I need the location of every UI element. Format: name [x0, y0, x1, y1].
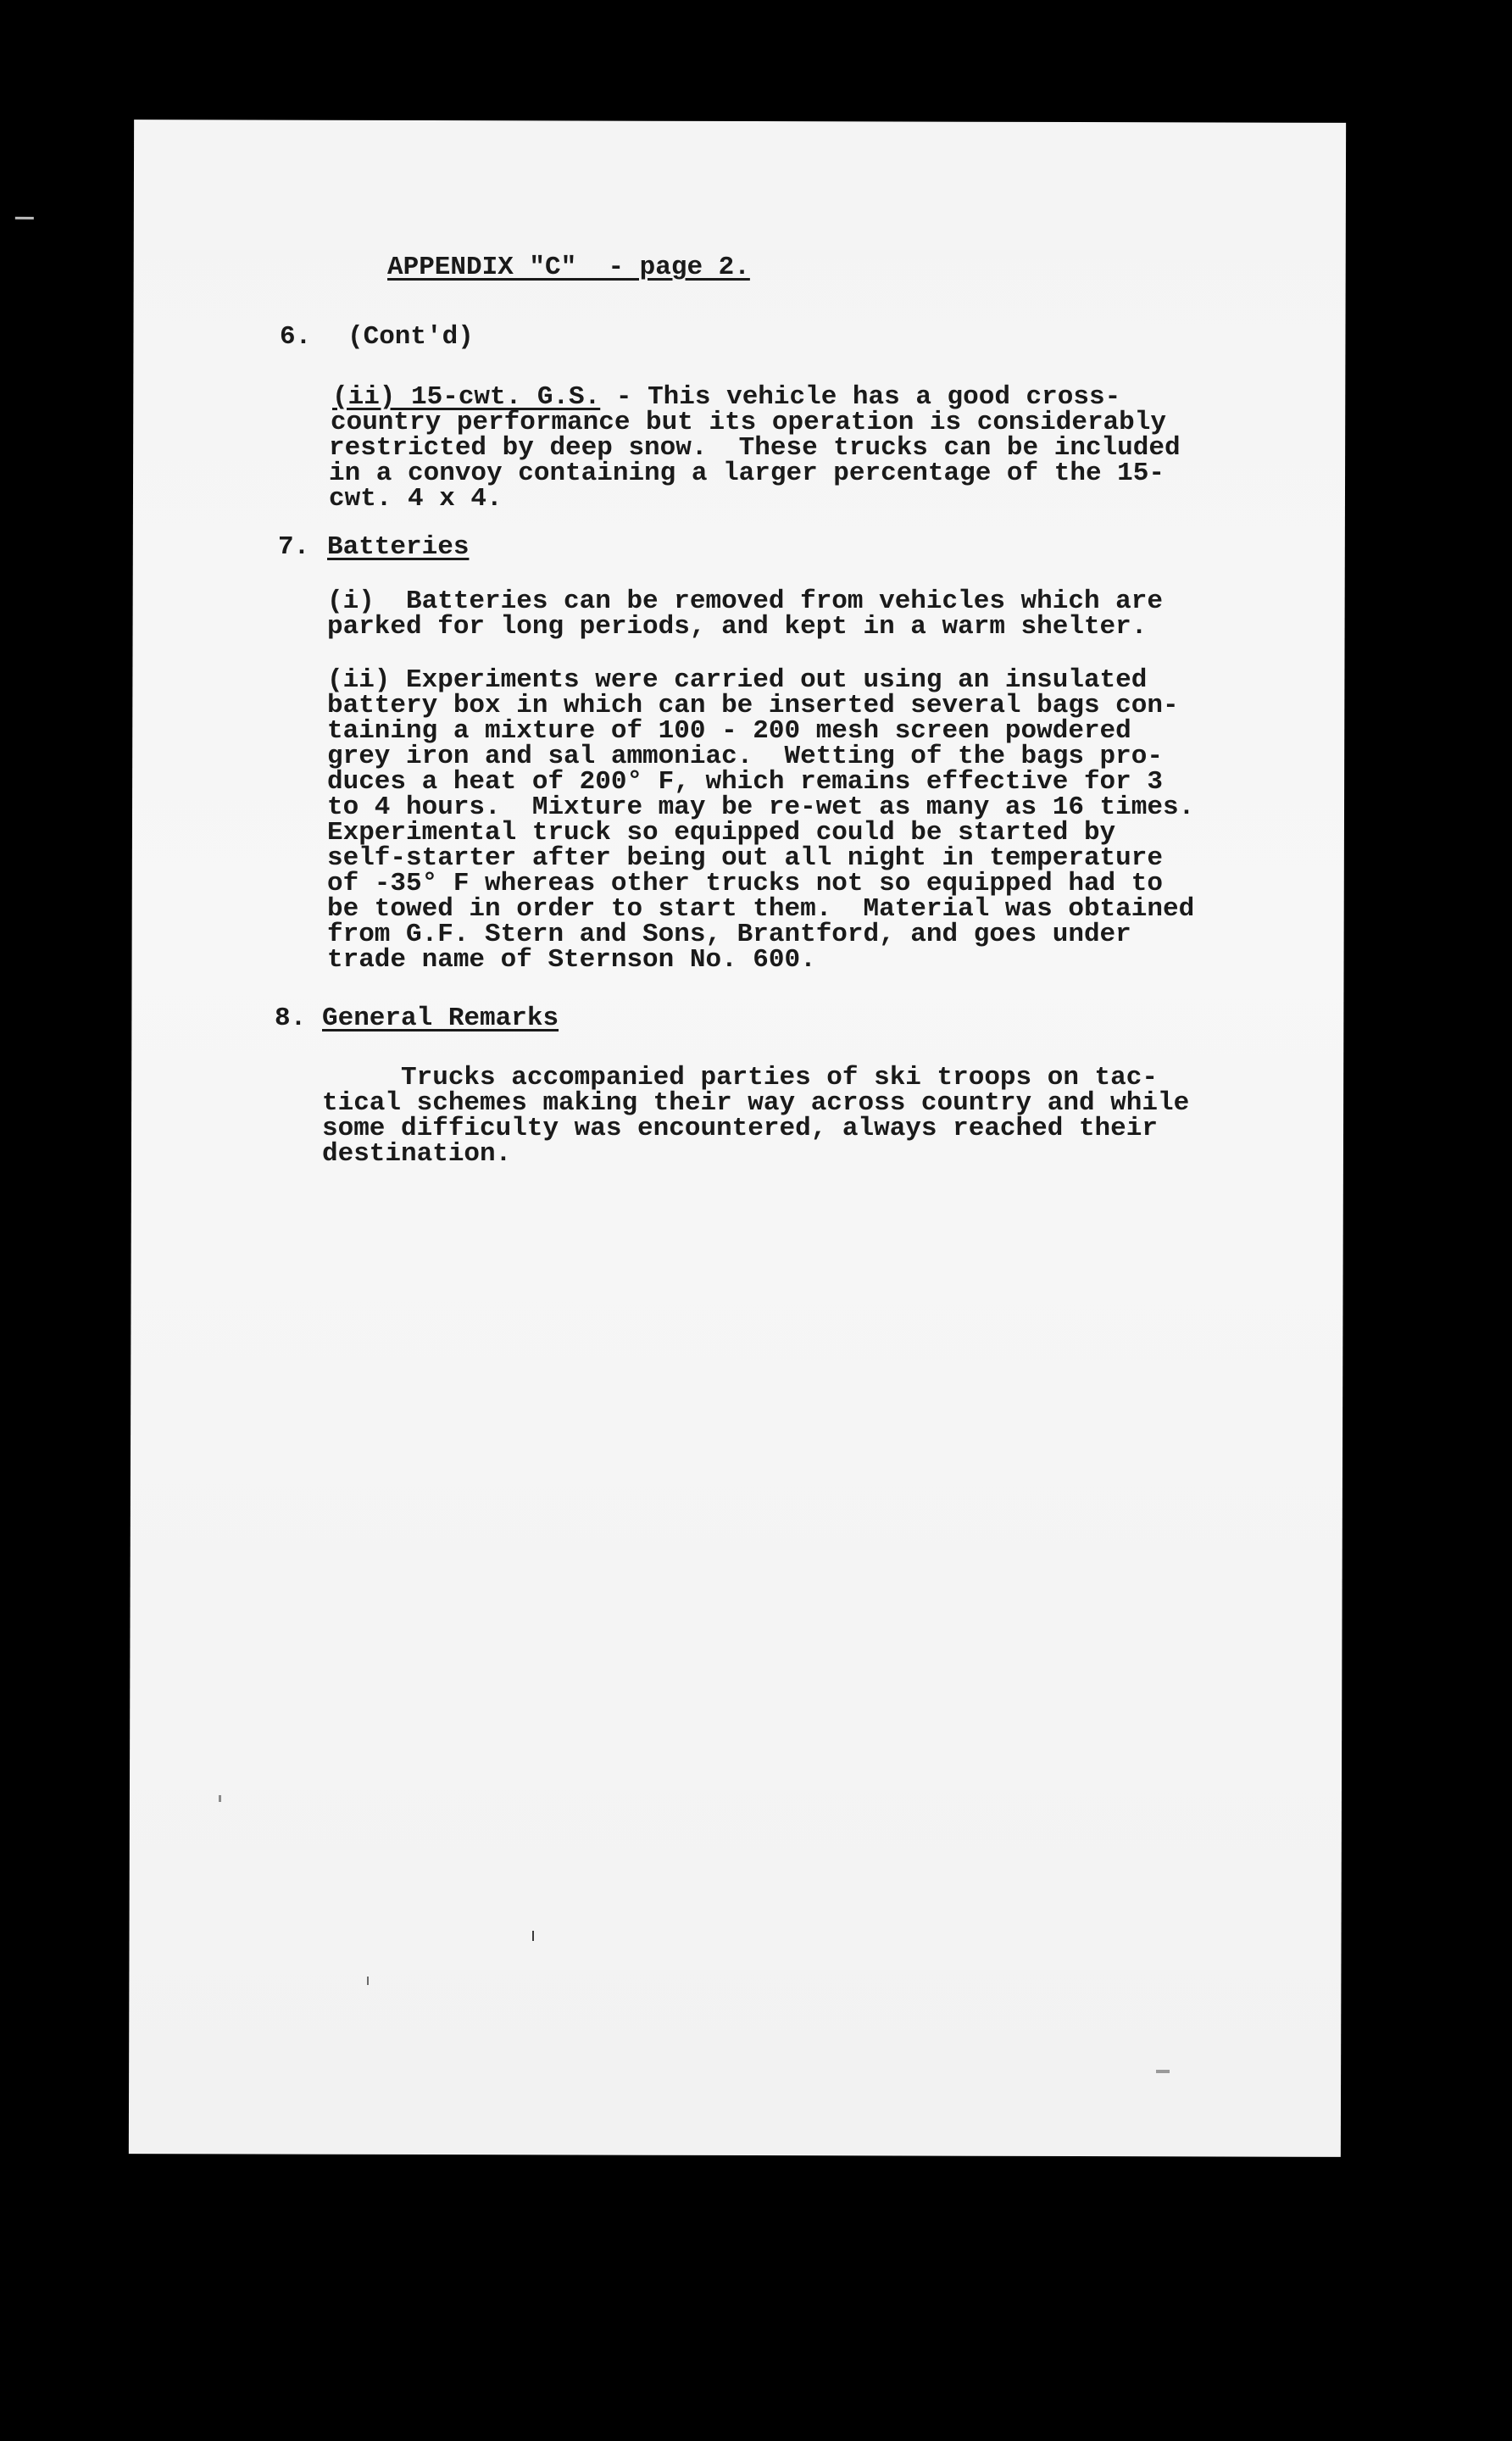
section-7-para-ii-line-12: trade name of Sternson No. 600.	[327, 945, 816, 975]
section-7-para-ii-line-4: grey iron and sal ammoniac. Wetting of the bags pro-	[327, 742, 1163, 771]
section-7-para-ii-line-9: of -35° F whereas other trucks not so equipped had to	[327, 869, 1163, 898]
scan-speck	[1156, 2070, 1170, 2073]
section-8-line-4: destination.	[322, 1139, 512, 1169]
section-7-para-ii-line-5: duces a heat of 200° F, which remains effective for 3	[327, 767, 1163, 797]
section-7-title: Batteries	[327, 532, 470, 562]
section-7-number: 7.	[278, 532, 310, 562]
section-6-line-5: cwt. 4 x 4.	[329, 484, 503, 514]
section-7-para-ii-line-1: (ii) Experiments were carried out using an insulated	[327, 665, 1148, 695]
section-8-paragraph	[322, 1063, 1190, 1222]
section-7-para-ii-line-11: from G.F. Stern and Sons, Brantford, and goes under	[327, 920, 1131, 949]
section-6-line-2: country performance but its operation is considerably	[331, 408, 1166, 437]
margin-mark	[15, 217, 34, 220]
section-6-line-4: in a convoy containing a larger percentage of the 15-	[329, 459, 1165, 488]
section-6-title: (Cont'd)	[347, 322, 474, 352]
section-7-para-ii-line-10: be towed in order to start them. Material was obtained	[327, 894, 1195, 924]
section-8-line-1: Trucks accompanied parties of ski troops on tac-	[322, 1063, 1158, 1093]
section-6-line-3: restricted by deep snow. These trucks can be included	[329, 433, 1181, 463]
scan-speck	[367, 1977, 369, 1985]
section-7-para-ii-line-8: self-starter after being out all night in temperature	[327, 843, 1163, 873]
section-7-para-i-line-2: parked for long periods, and kept in a warm shelter.	[327, 612, 1148, 642]
section-6-number: 6.	[280, 322, 312, 352]
section-6-line-1	[332, 384, 1120, 410]
section-6-para-label: (ii) 15-cwt. G.S.	[332, 382, 601, 412]
section-7-para-ii-line-7: Experimental truck so equipped could be started by	[327, 818, 1116, 848]
section-8-line-2: tical schemes making their way across country and while	[322, 1088, 1190, 1118]
scan-speck	[219, 1795, 221, 1802]
section-8-title: General Remarks	[322, 1004, 559, 1033]
section-7-para-i-line-1: (i) Batteries can be removed from vehicles which are	[327, 587, 1163, 616]
scan-speck	[532, 1931, 534, 1941]
page-heading: APPENDIX "C" - page 2.	[387, 253, 750, 282]
section-8-number: 8.	[275, 1004, 307, 1033]
section-7-para-ii-line-6: to 4 hours. Mixture may be re-wet as many as 16 times.	[327, 792, 1195, 822]
section-8-line-3: some difficulty was encountered, always reached their	[322, 1114, 1158, 1143]
section-6-line-1-text: - This vehicle has a good cross-	[600, 382, 1121, 412]
section-7-para-ii-line-2: battery box in which can be inserted several bags con-	[327, 691, 1179, 720]
section-7-para-ii-line-3: taining a mixture of 100 - 200 mesh screen powdered	[327, 716, 1131, 746]
